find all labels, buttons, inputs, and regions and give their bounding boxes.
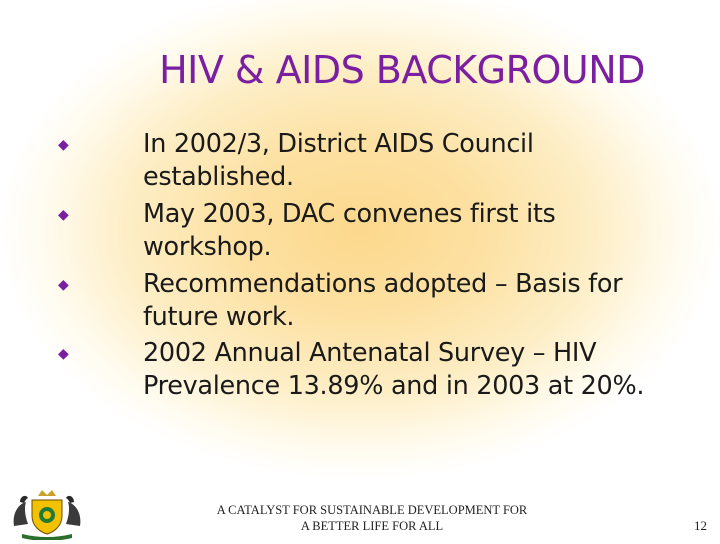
diamond-bullet-icon: ◆ [58,346,69,362]
bullet-text-line1: In 2002/3, District AIDS Council [143,129,534,159]
footer-text [180,502,564,534]
bullet-text-line2: Prevalence 13.89% and in 2003 at 20%. [143,371,645,401]
bullet-list [58,128,718,407]
bullet-item [58,337,718,407]
bullet-text-line2: future work. [143,302,295,332]
diamond-bullet-icon: ◆ [58,207,69,223]
coat-of-arms-icon [8,486,86,540]
bullet-item [58,198,718,268]
bullet-text-line1: Recommendations adopted – Basis for [143,269,623,299]
bullet-item [58,128,718,198]
diamond-bullet-icon: ◆ [58,137,69,153]
footer-line: A CATALYST FOR SUSTAINABLE DEVELOPMENT FOR [216,503,528,517]
footer-line: A BETTER LIFE FOR ALL [300,519,444,533]
bullet-text-line2: workshop. [143,232,272,262]
bullet-text-line1: May 2003, DAC convenes first its [143,199,556,229]
bullet-item [58,268,718,337]
diamond-bullet-icon: ◆ [58,277,69,293]
bullet-text-line1: 2002 Annual Antenatal Survey – HIV [143,338,597,368]
bullet-text-line2: established. [143,162,294,192]
slide-title: HIV & AIDS BACKGROUND [159,48,645,92]
page-number: 12 [694,518,707,533]
